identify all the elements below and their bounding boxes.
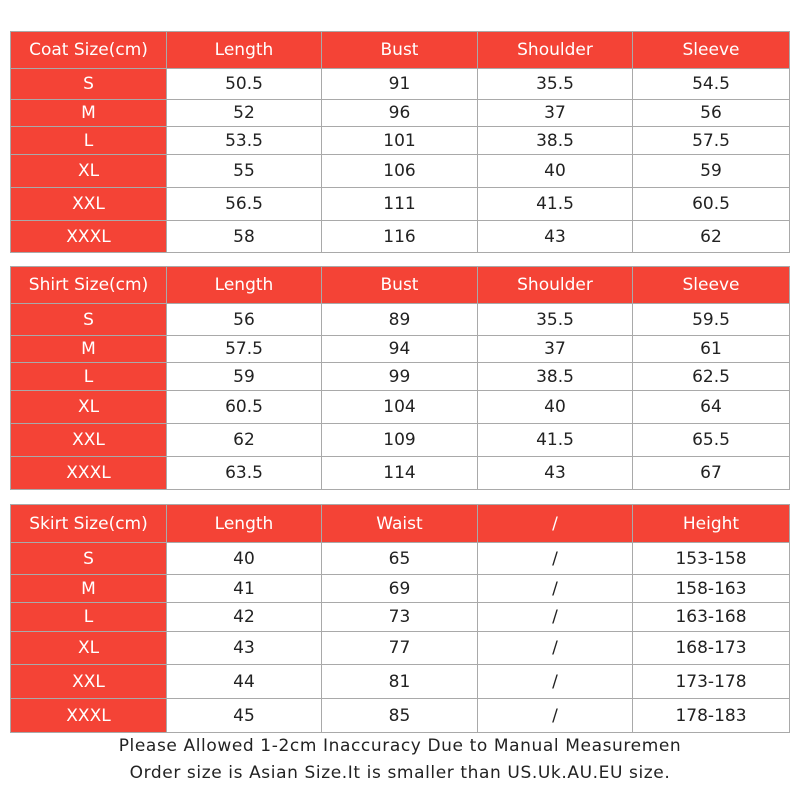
header-cell-shoulder: Shoulder: [478, 267, 633, 304]
slash-cell: /: [478, 699, 633, 733]
shoulder-cell: 43: [478, 457, 633, 490]
size-label-cell: S: [11, 69, 167, 100]
shoulder-cell: 37: [478, 100, 633, 127]
sleeve-cell: 57.5: [633, 127, 790, 155]
bust-cell: 94: [322, 336, 478, 363]
slash-cell: /: [478, 632, 633, 665]
slash-cell: /: [478, 603, 633, 632]
height-cell: 163-168: [633, 603, 790, 632]
shoulder-cell: 35.5: [478, 69, 633, 100]
shirt-size-table: [10, 266, 790, 490]
size-label-cell: L: [11, 363, 167, 391]
size-label-cell: XL: [11, 391, 167, 424]
table-row: [11, 304, 790, 336]
shoulder-cell: 40: [478, 155, 633, 188]
header-cell-length: Length: [167, 505, 322, 543]
sleeve-cell: 65.5: [633, 424, 790, 457]
height-cell: 178-183: [633, 699, 790, 733]
header-cell-bust: Bust: [322, 267, 478, 304]
length-cell: 44: [167, 665, 322, 699]
slash-cell: /: [478, 575, 633, 603]
waist-cell: 81: [322, 665, 478, 699]
sleeve-cell: 60.5: [633, 188, 790, 221]
length-cell: 57.5: [167, 336, 322, 363]
sleeve-cell: 61: [633, 336, 790, 363]
sleeve-cell: 62: [633, 221, 790, 253]
inaccuracy-note: Please Allowed 1-2cm Inaccuracy Due to Manual Measuremen: [118, 736, 682, 756]
size-label-cell: XXXL: [11, 699, 167, 733]
bust-cell: 114: [322, 457, 478, 490]
table-row: [11, 127, 790, 155]
height-cell: 153-158: [633, 543, 790, 575]
sleeve-cell: 64: [633, 391, 790, 424]
bust-cell: 109: [322, 424, 478, 457]
sleeve-cell: 67: [633, 457, 790, 490]
shoulder-cell: 37: [478, 336, 633, 363]
table-header-row: [11, 505, 790, 543]
table-row: [11, 336, 790, 363]
header-cell-slash: /: [478, 505, 633, 543]
table-row: [11, 155, 790, 188]
bust-cell: 89: [322, 304, 478, 336]
bust-cell: 96: [322, 100, 478, 127]
length-cell: 50.5: [167, 69, 322, 100]
length-cell: 41: [167, 575, 322, 603]
table-row: [11, 391, 790, 424]
header-cell-bust: Bust: [322, 32, 478, 69]
shoulder-cell: 43: [478, 221, 633, 253]
waist-cell: 69: [322, 575, 478, 603]
height-cell: 158-163: [633, 575, 790, 603]
size-label-cell: XL: [11, 632, 167, 665]
header-cell-height: Height: [633, 505, 790, 543]
header-cell-size: Shirt Size(cm): [11, 267, 167, 304]
waist-cell: 77: [322, 632, 478, 665]
waist-cell: 85: [322, 699, 478, 733]
skirt-size-table: [10, 504, 790, 733]
shoulder-cell: 41.5: [478, 188, 633, 221]
shoulder-cell: 40: [478, 391, 633, 424]
table-row: [11, 188, 790, 221]
header-cell-size: Coat Size(cm): [11, 32, 167, 69]
waist-cell: 73: [322, 603, 478, 632]
size-label-cell: XL: [11, 155, 167, 188]
sleeve-cell: 59.5: [633, 304, 790, 336]
size-label-cell: L: [11, 603, 167, 632]
table-row: [11, 457, 790, 490]
header-cell-shoulder: Shoulder: [478, 32, 633, 69]
shoulder-cell: 35.5: [478, 304, 633, 336]
table-header-row: [11, 32, 790, 69]
length-cell: 40: [167, 543, 322, 575]
height-cell: 173-178: [633, 665, 790, 699]
sleeve-cell: 62.5: [633, 363, 790, 391]
bust-cell: 106: [322, 155, 478, 188]
length-cell: 56: [167, 304, 322, 336]
length-cell: 60.5: [167, 391, 322, 424]
bust-cell: 116: [322, 221, 478, 253]
size-label-cell: XXXL: [11, 221, 167, 253]
header-cell-sleeve: Sleeve: [633, 32, 790, 69]
length-cell: 45: [167, 699, 322, 733]
table-row: [11, 543, 790, 575]
bust-cell: 111: [322, 188, 478, 221]
length-cell: 62: [167, 424, 322, 457]
length-cell: 59: [167, 363, 322, 391]
table-row: [11, 424, 790, 457]
length-cell: 43: [167, 632, 322, 665]
size-label-cell: S: [11, 304, 167, 336]
table-row: [11, 665, 790, 699]
header-cell-length: Length: [167, 267, 322, 304]
shoulder-cell: 38.5: [478, 127, 633, 155]
table-row: [11, 603, 790, 632]
table-row: [11, 575, 790, 603]
size-label-cell: M: [11, 336, 167, 363]
size-label-cell: XXL: [11, 424, 167, 457]
bust-cell: 91: [322, 69, 478, 100]
shoulder-cell: 38.5: [478, 363, 633, 391]
size-label-cell: M: [11, 575, 167, 603]
length-cell: 52: [167, 100, 322, 127]
table-row: [11, 221, 790, 253]
sleeve-cell: 59: [633, 155, 790, 188]
table-header-row: [11, 267, 790, 304]
table-row: [11, 699, 790, 733]
asian-size-note: Order size is Asian Size.It is smaller than US.Uk.AU.EU size.: [129, 763, 671, 783]
length-cell: 53.5: [167, 127, 322, 155]
header-cell-sleeve: Sleeve: [633, 267, 790, 304]
length-cell: 42: [167, 603, 322, 632]
bust-cell: 104: [322, 391, 478, 424]
table-row: [11, 100, 790, 127]
sleeve-cell: 54.5: [633, 69, 790, 100]
size-label-cell: XXL: [11, 665, 167, 699]
size-label-cell: M: [11, 100, 167, 127]
size-label-cell: S: [11, 543, 167, 575]
table-row: [11, 632, 790, 665]
table-row: [11, 69, 790, 100]
table-row: [11, 363, 790, 391]
sleeve-cell: 56: [633, 100, 790, 127]
header-cell-length: Length: [167, 32, 322, 69]
slash-cell: /: [478, 665, 633, 699]
length-cell: 55: [167, 155, 322, 188]
bust-cell: 99: [322, 363, 478, 391]
height-cell: 168-173: [633, 632, 790, 665]
size-label-cell: L: [11, 127, 167, 155]
length-cell: 56.5: [167, 188, 322, 221]
header-cell-waist: Waist: [322, 505, 478, 543]
length-cell: 63.5: [167, 457, 322, 490]
length-cell: 58: [167, 221, 322, 253]
header-cell-size: Skirt Size(cm): [11, 505, 167, 543]
bust-cell: 101: [322, 127, 478, 155]
coat-size-table: [10, 31, 790, 253]
size-label-cell: XXXL: [11, 457, 167, 490]
slash-cell: /: [478, 543, 633, 575]
shoulder-cell: 41.5: [478, 424, 633, 457]
waist-cell: 65: [322, 543, 478, 575]
size-label-cell: XXL: [11, 188, 167, 221]
